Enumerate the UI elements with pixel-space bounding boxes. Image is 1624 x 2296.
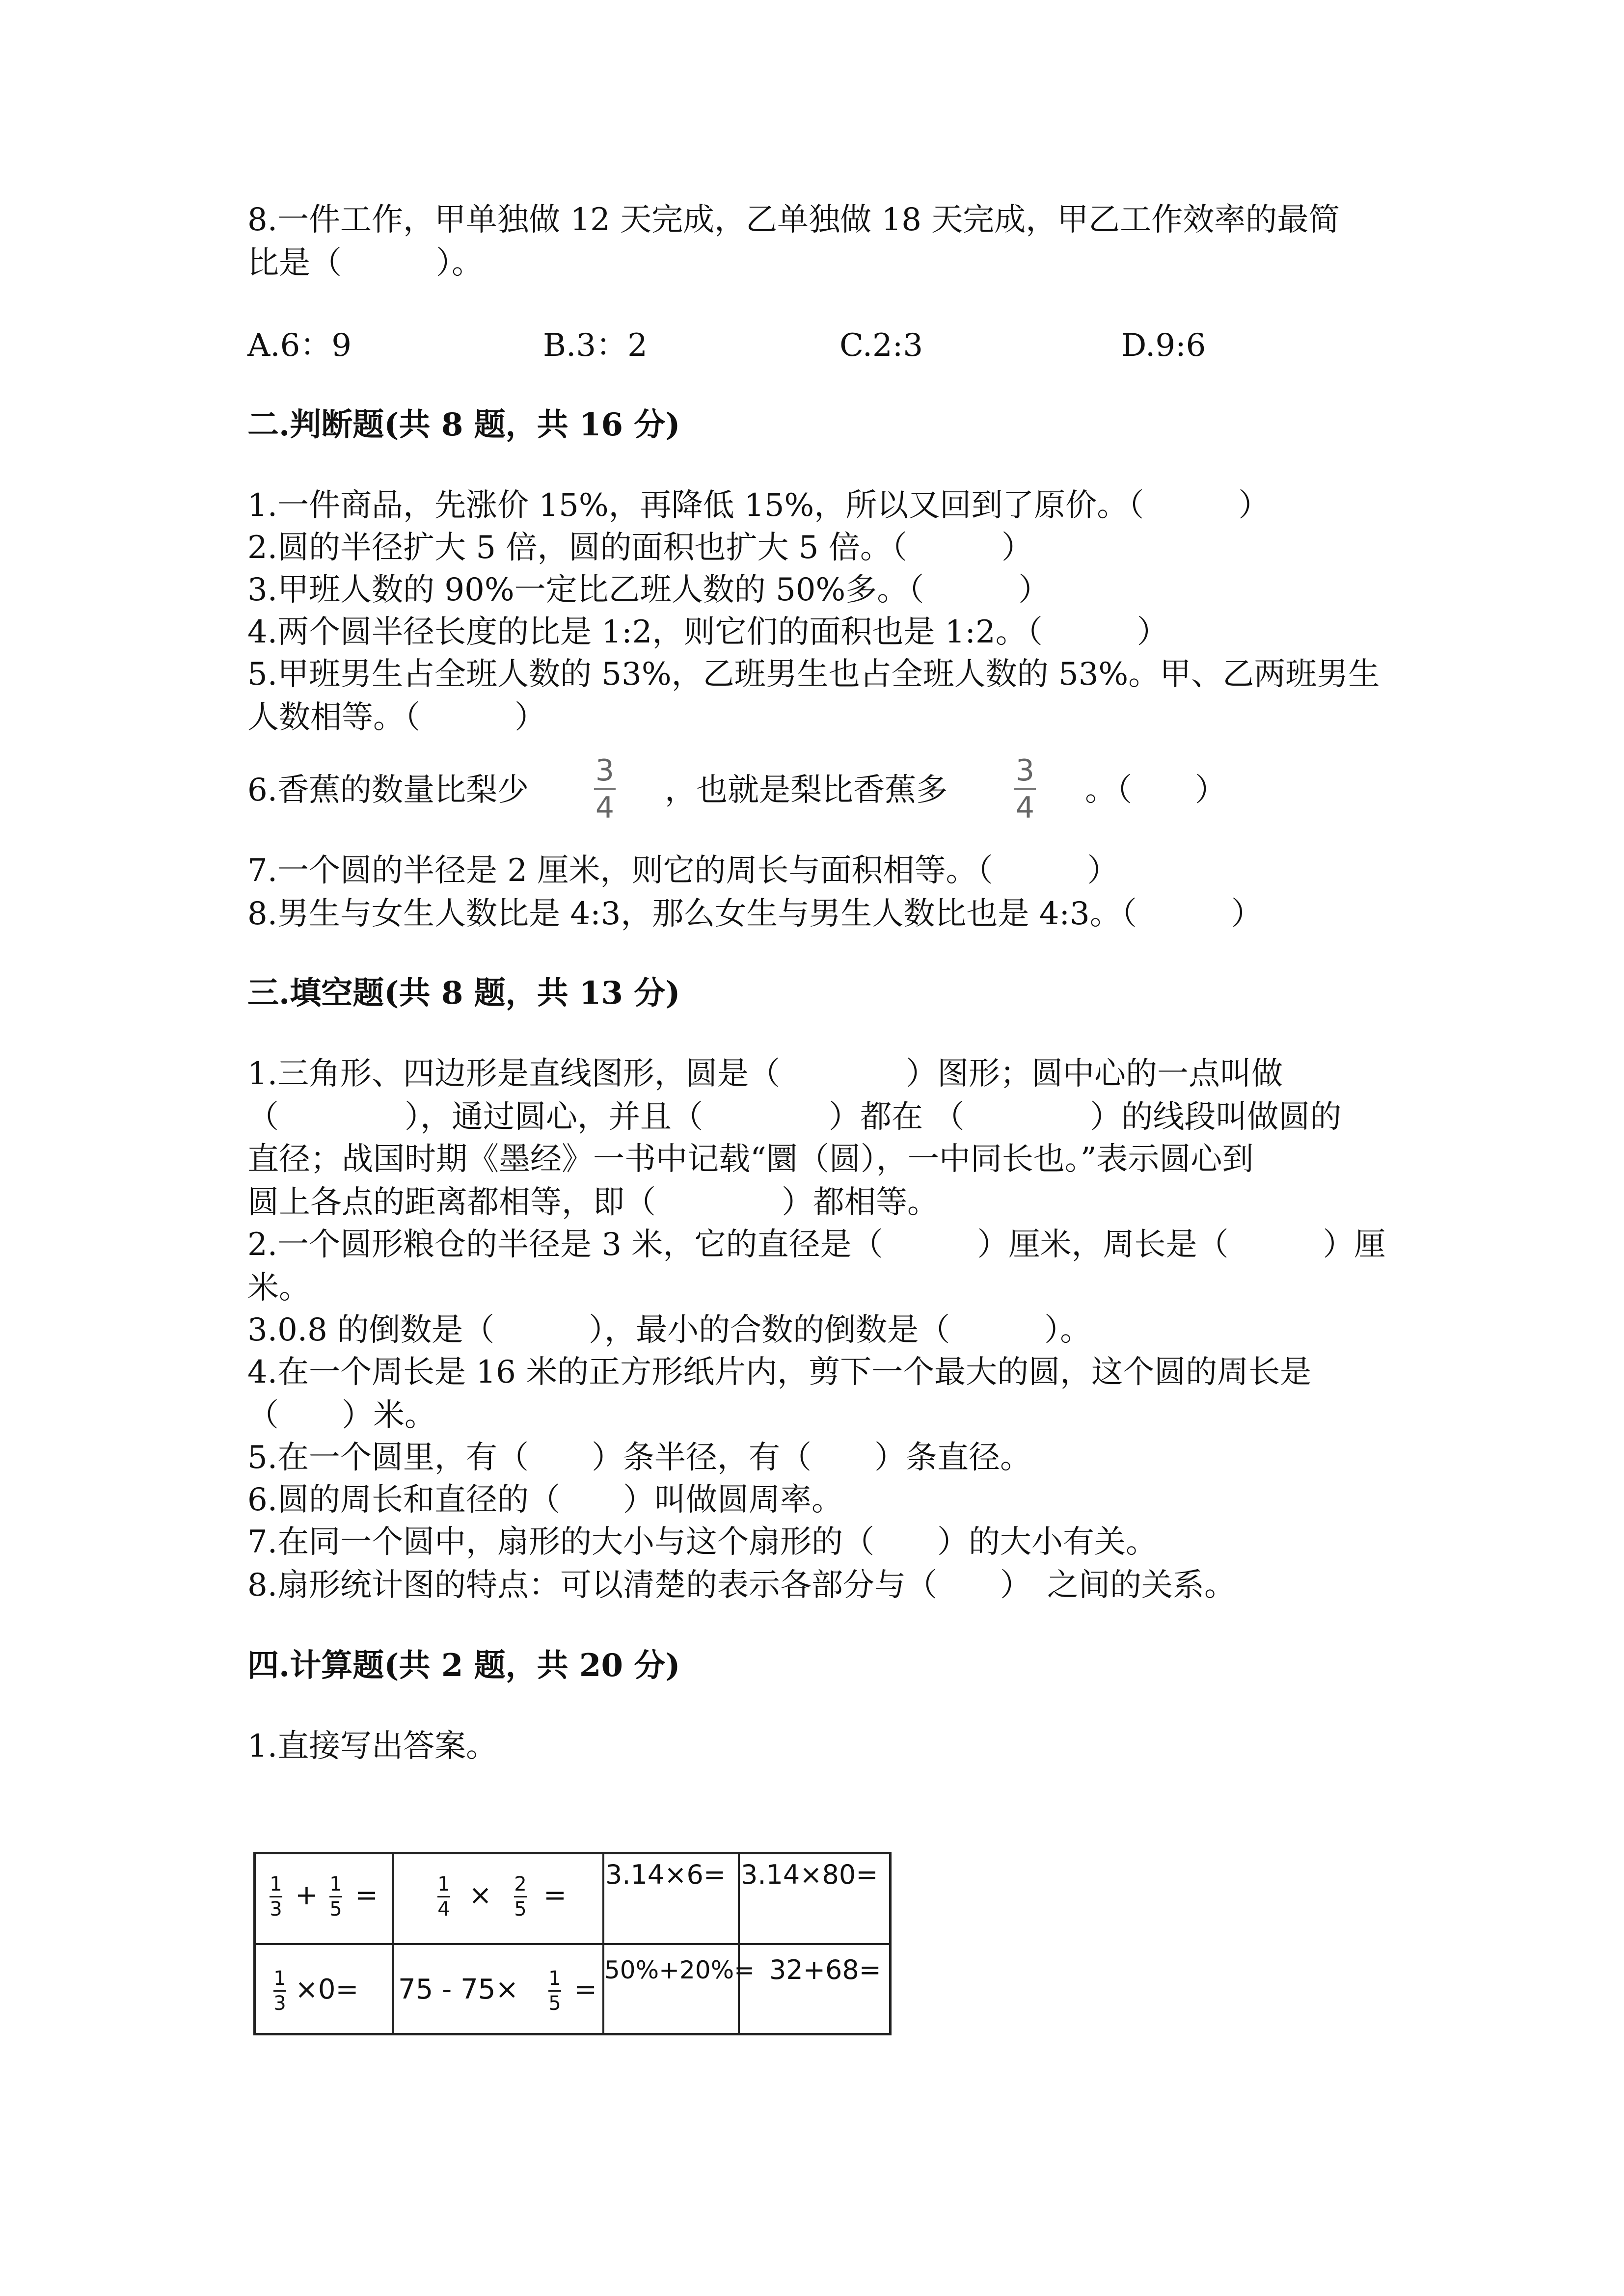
judge-q2: 2.圆的半径扩大 5 倍，圆的面积也扩大 5 倍。（ ） (247, 530, 1033, 566)
section-4-heading: 四.计算题(共 2 题，共 20 分) (247, 1647, 680, 1684)
judge-q6-part-1: 6.香蕉的数量比梨少 (247, 772, 529, 808)
judge-q7: 7.一个圆的半径是 2 厘米，则它的周长与面积相等。（ ） (247, 853, 1119, 889)
operator-times: × (469, 1879, 492, 1911)
option-b: B.3：2 (543, 327, 648, 364)
fill-q6: 6.圆的周长和直径的（ ）叫做圆周率。 (247, 1482, 843, 1518)
equals-sign: = (574, 1974, 597, 2005)
fill-q2-line-2: 米。 (247, 1270, 310, 1306)
fraction-one-fifth: 1 5 (329, 1873, 342, 1921)
section-2-heading: 二.判断题(共 8 题，共 16 分) (247, 406, 680, 443)
judge-q6-part-3: 。（ ） (1085, 772, 1226, 808)
judge-q6-part-2: ，也就是梨比香蕉多 (665, 772, 947, 808)
calc-q1: 1.直接写出答案。 (247, 1728, 498, 1764)
equals-sign: = (543, 1879, 567, 1911)
fill-q1-line-3: 直径；战国时期《墨经》一书中记载“圜（圆），一中同长也。”表示圆心到 (247, 1141, 1254, 1177)
question-8-line-2: 比是（ ）。 (247, 245, 483, 281)
judge-q5-line-2: 人数相等。（ ） (247, 699, 546, 736)
fraction-one-fifth: 1 5 (548, 1967, 561, 2015)
fraction-two-fifths: 2 5 (514, 1873, 527, 1921)
fill-q4-line-1: 4.在一个周长是 16 米的正方形纸片内，剪下一个最大的圆，这个圆的周长是 (247, 1354, 1312, 1390)
expression-3-14-times-80: 3.14×80= (741, 1859, 878, 1890)
expression-times-zero: ×0= (295, 1974, 359, 2005)
fill-q3: 3.0.8 的倒数是（ ），最小的合数的倒数是（ ）。 (247, 1312, 1092, 1348)
equals-sign: = (355, 1879, 378, 1911)
expression-32-plus-68: 32+68= (769, 1954, 881, 1985)
fill-q4-line-2: （ ）米。 (247, 1397, 436, 1434)
fraction-one-third: 1 3 (270, 1873, 282, 1921)
fill-q5: 5.在一个圆里，有（ ）条半径，有（ ）条直径。 (247, 1440, 1032, 1476)
fraction-one-third: 1 3 (273, 1967, 286, 2015)
option-a: A.6：9 (247, 327, 352, 364)
fill-q7: 7.在同一个圆中，扇形的大小与这个扇形的（ ）的大小有关。 (247, 1524, 1158, 1560)
fill-q1-line-2: （ ），通过圆心，并且（ ）都在 （ ）的线段叫做圆的 (247, 1099, 1342, 1135)
expression-percent-sum: 50%+20%= (604, 1956, 755, 1984)
judge-q1: 1.一件商品，先涨价 15%，再降低 15%，所以又回到了原价。（ ） (247, 487, 1270, 524)
judge-q8: 8.男生与女生人数比是 4:3，那么女生与男生人数比也是 4:3。（ ） (247, 896, 1263, 932)
expression-3-14-times-6: 3.14×6= (605, 1859, 726, 1890)
question-8-line-1: 8.一件工作，甲单独做 12 天完成，乙单独做 18 天完成，甲乙工作效率的最简 (247, 202, 1340, 238)
option-d: D.9:6 (1121, 327, 1206, 364)
judge-q4: 4.两个圆半径长度的比是 1:2，则它们的面积也是 1:2。（ ） (247, 614, 1168, 650)
fill-q2-line-1: 2.一个圆形粮仓的半径是 3 米，它的直径是（ ）厘米，周长是（ ）厘 (247, 1227, 1386, 1263)
calculation-table (253, 1852, 892, 2035)
fraction-one-quarter: 1 4 (437, 1873, 450, 1921)
operator-plus: + (295, 1879, 318, 1911)
fraction-three-quarters: 3 4 (594, 756, 616, 823)
option-c: C.2:3 (839, 327, 923, 364)
judge-q3: 3.甲班人数的 90%一定比乙班人数的 50%多。（ ） (247, 572, 1050, 608)
fraction-three-quarters: 3 4 (1014, 756, 1036, 823)
fill-q8: 8.扇形统计图的特点：可以清楚的表示各部分与（ ） 之间的关系。 (247, 1567, 1236, 1603)
expression-75-minus-75-times: 75 - 75× (398, 1974, 519, 2005)
fill-q1-line-4: 圆上各点的距离都相等，即（ ）都相等。 (247, 1184, 939, 1221)
fill-q1-line-1: 1.三角形、四边形是直线图形，圆是（ ）图形；圆中心的一点叫做 (247, 1056, 1283, 1092)
section-3-heading: 三.填空题(共 8 题，共 13 分) (247, 975, 680, 1012)
judge-q5-line-1: 5.甲班男生占全班人数的 53%，乙班男生也占全班人数的 53%。甲、乙两班男生 (247, 656, 1380, 693)
